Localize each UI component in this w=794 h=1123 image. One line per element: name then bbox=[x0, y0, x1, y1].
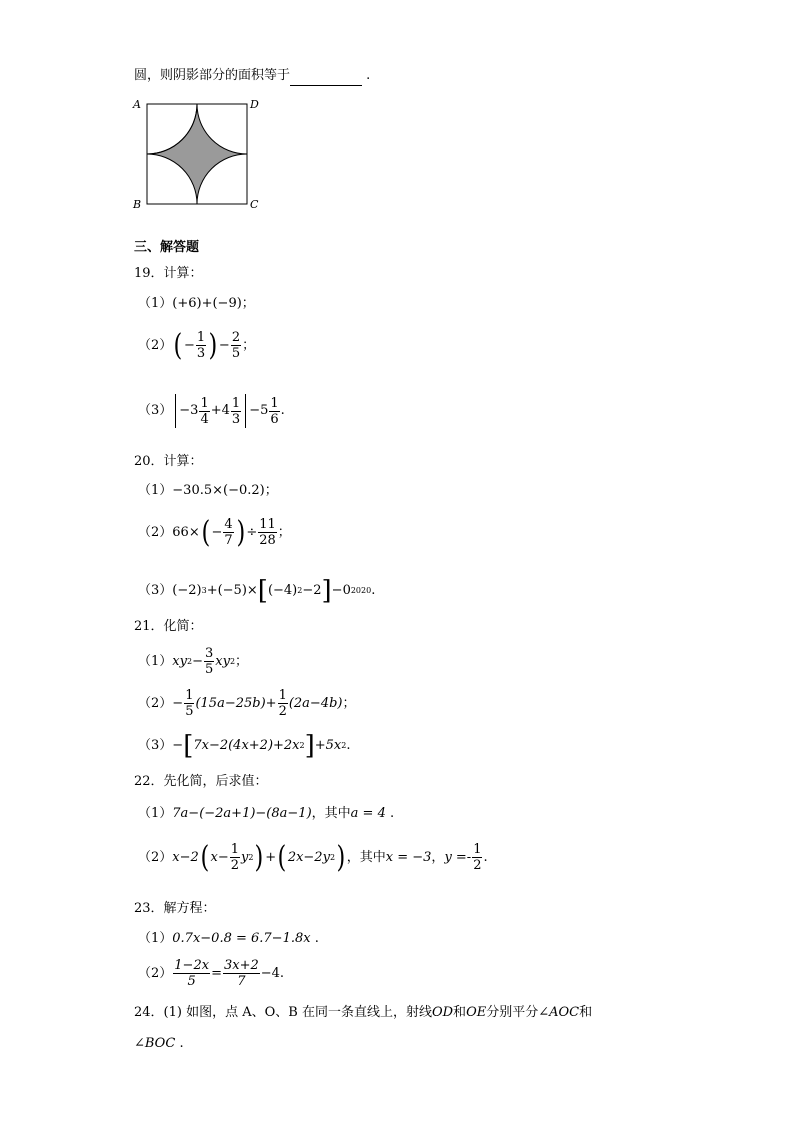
section-title: 三、解答题 bbox=[134, 240, 200, 255]
fraction: $\frac{2}{5}$ bbox=[231, 330, 241, 361]
fraction: $\frac{1}{2}$ bbox=[278, 688, 287, 719]
q20-p3: （3） (−2) 3 +(−5)× [ (−4) 2 −2 ] −0 2020 . bbox=[138, 576, 376, 606]
q19-p3: （3） −3 $\frac{1}{4}$ +4 $\frac{1}{3}$ −5 $\frac{1}{6}$ . bbox=[138, 395, 285, 427]
q22-title: 22．先化简，后求值： bbox=[134, 774, 268, 789]
fraction: $\frac{1}{3}$ bbox=[231, 395, 241, 427]
q21-p3: （3） − [ 7x−2(4x+2)+2x 2 ] +5x 2 . bbox=[138, 731, 351, 761]
q20-p2: （2） 66× ( − $\frac{4}{7}$ ) ÷ $\frac{11}{28}$ ； bbox=[138, 514, 291, 550]
q22-p1: （1）7a−(−2a+1)−(8a−1)，其中a = 4 . bbox=[138, 806, 395, 821]
answer-blank bbox=[290, 71, 362, 86]
label-c: C bbox=[250, 198, 259, 211]
q19-p2: （2） ( − $\frac{1}{3}$ ) − $\frac{2}{5}$ ； bbox=[138, 327, 256, 363]
fraction: $\frac{1}{2}$ bbox=[230, 842, 240, 873]
q22-p2: （2） x−2 ( x− $\frac{1}{2}$ y 2 ) + ( 2x−2y 2 ) ，其中 x = −3 ， y =- $\frac{1}{2}$ . bbox=[138, 839, 488, 875]
square-figure bbox=[130, 92, 270, 214]
intro-text: 圆，则阴影部分的面积等于 bbox=[134, 68, 291, 83]
fraction: $\frac{11}{28}$ bbox=[259, 517, 276, 548]
label-a: A bbox=[133, 98, 141, 111]
q21-p2: （2） − $\frac{1}{5}$ (15a−25b)+ $\frac{1}{2}$ (2a−4b) ； bbox=[138, 688, 356, 719]
q19-title: 19．计算： bbox=[134, 266, 203, 281]
q19-p1: （1）(+6)+(−9)； bbox=[138, 296, 255, 311]
q23-title: 23．解方程： bbox=[134, 901, 216, 916]
q24-line1: 24．(1) 如图，点 A、O、B 在同一条直线上，射线OD和OE分别平分∠AOC和 bbox=[134, 1005, 593, 1020]
q21-p1: （1） xy 2 − $\frac{3}{5}$ xy 2 ； bbox=[138, 646, 249, 677]
label-b: B bbox=[133, 198, 142, 211]
intro-end: . bbox=[366, 68, 371, 83]
fraction: $\frac{3x+2}{7}$ bbox=[223, 958, 259, 989]
q21-title: 21．化简： bbox=[134, 619, 203, 634]
fraction: $\frac{3}{5}$ bbox=[204, 646, 214, 677]
intro-line bbox=[134, 66, 370, 86]
fraction: $\frac{4}{7}$ bbox=[224, 517, 233, 548]
q23-p2: （2） $\frac{1-2x}{5}$ = $\frac{3x+2}{7}$ −4 . bbox=[138, 958, 285, 989]
fraction: $\frac{1}{5}$ bbox=[185, 688, 194, 719]
fraction: $\frac{1}{3}$ bbox=[196, 330, 206, 361]
fraction: $\frac{1}{2}$ bbox=[473, 842, 482, 873]
fraction: $\frac{1}{6}$ bbox=[270, 395, 279, 427]
q20-p1: （1）−30.5×(−0.2)； bbox=[138, 483, 278, 498]
q23-p1: （1）0.7x−0.8 = 6.7−1.8x . bbox=[138, 931, 319, 946]
fraction: $\frac{1-2x}{5}$ bbox=[174, 958, 210, 989]
q20-title: 20．计算： bbox=[134, 454, 203, 469]
fraction: $\frac{1}{4}$ bbox=[200, 395, 209, 427]
label-d: D bbox=[250, 98, 259, 111]
q24-line2: ∠BOC . bbox=[134, 1036, 184, 1051]
